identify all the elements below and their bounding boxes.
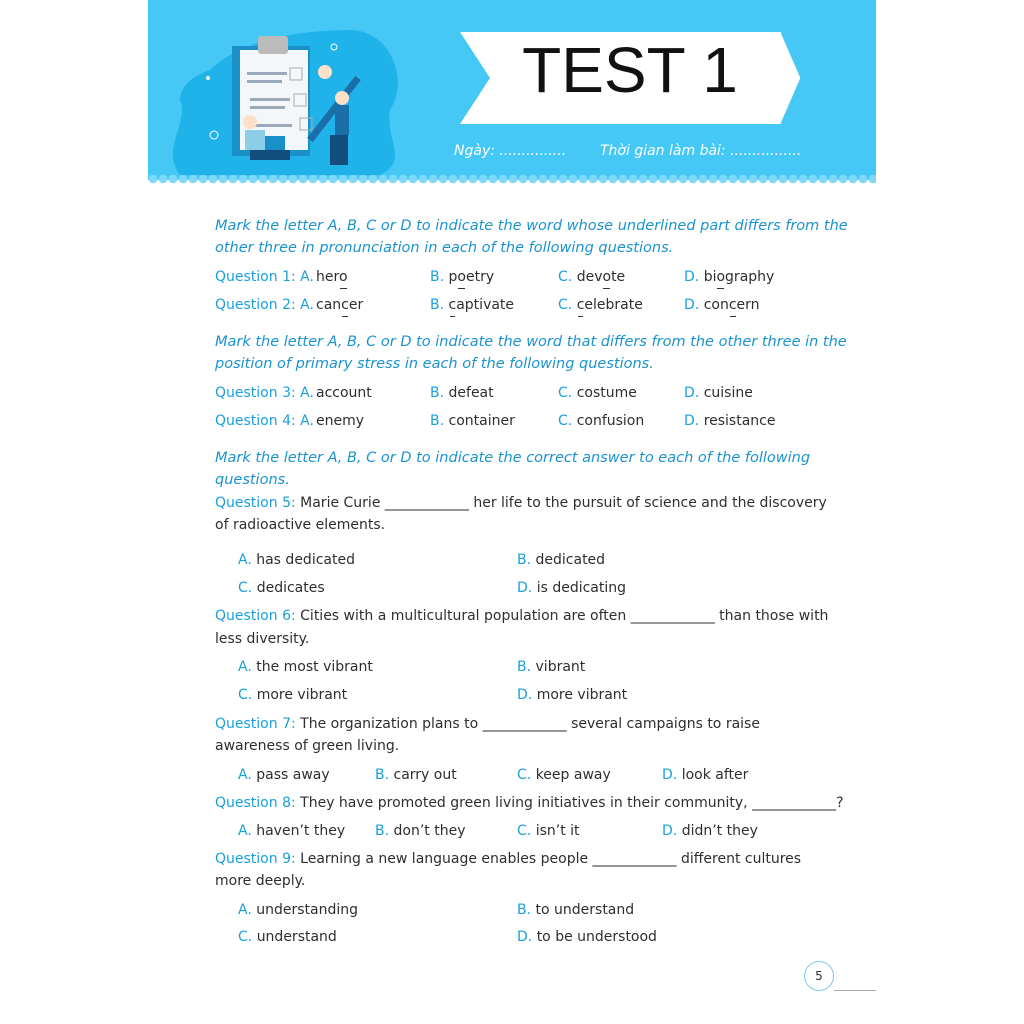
option-letter: B. — [430, 269, 445, 285]
question-stem: awareness of green living. — [215, 738, 400, 754]
underlined-part: o — [602, 269, 612, 285]
answer-option — [375, 821, 466, 841]
option-text: keep away — [535, 767, 611, 783]
option-letter: A. — [238, 552, 252, 568]
question-label: Question 1: A. — [215, 269, 314, 285]
answer-option — [238, 657, 373, 677]
option-text: more vibrant — [256, 687, 348, 703]
option-text: pass away — [256, 767, 330, 783]
option-letter: B. — [430, 413, 445, 429]
option-letter: C. — [558, 385, 573, 401]
option-letter: A. — [238, 659, 252, 675]
option-text: to understand — [535, 902, 635, 918]
answer-option — [316, 295, 363, 315]
answer-option — [517, 685, 627, 705]
question-label: Question 2: A. — [215, 297, 314, 313]
word-part: her — [316, 269, 339, 285]
question-stem: of radioactive elements. — [215, 517, 386, 533]
option-text: defeat — [448, 385, 494, 401]
question-text — [215, 714, 760, 734]
option-letter: D. — [517, 929, 533, 945]
question-stem: The organization plans to ____________ several campaigns to raise — [295, 716, 760, 732]
option-text: is dedicating — [536, 580, 627, 596]
answer-option — [238, 765, 330, 785]
footer-line — [834, 990, 876, 991]
option-letter: D. — [684, 385, 700, 401]
question-label: Question 3: A. — [215, 385, 314, 401]
underlined-part: o — [338, 269, 348, 285]
date-field: Ngày: ............... — [454, 143, 567, 159]
option-text: cuisine — [703, 385, 753, 401]
underlined-part: c — [341, 297, 349, 313]
question-text — [215, 493, 827, 513]
option-text: dedicated — [535, 552, 606, 568]
answer-option — [375, 765, 457, 785]
option-text: confusion — [576, 413, 645, 429]
underlined-part: o — [457, 269, 466, 285]
answer-option — [238, 900, 358, 920]
option-text: has dedicated — [256, 552, 355, 568]
question-label: Question 6: — [215, 608, 296, 624]
answer-option — [238, 821, 345, 841]
option-letter: D. — [684, 413, 700, 429]
option-letter: C. — [238, 580, 253, 596]
question-label: Question 4: A. — [215, 413, 314, 429]
instruction-text: Mark the letter A, B, C or D to indicate the word that differs from the other three in the — [215, 334, 847, 350]
underlined-part: c — [576, 297, 585, 313]
option-letter: C. — [558, 269, 573, 285]
answer-option — [517, 900, 634, 920]
instruction-text: position of primary stress in each of the following questions. — [215, 356, 654, 372]
question-stem: less diversity. — [215, 631, 310, 647]
option-text: understand — [256, 929, 337, 945]
underlined-part: o — [716, 269, 726, 285]
question-label: Question 7: — [215, 716, 296, 732]
answer-option — [316, 383, 372, 403]
option-letter: C. — [517, 823, 532, 839]
answer-option — [558, 295, 643, 315]
option-letter: D. — [662, 823, 678, 839]
option-text: enemy — [316, 413, 365, 429]
question-text — [215, 606, 828, 626]
option-text: didn’t they — [681, 823, 758, 839]
answer-option — [316, 267, 348, 287]
option-letter: B. — [517, 902, 532, 918]
option-text: understanding — [256, 902, 359, 918]
instruction-text: Mark the letter A, B, C or D to indicate the correct answer to each of the following — [215, 450, 811, 466]
option-text: don’t they — [393, 823, 466, 839]
answer-option — [558, 411, 644, 431]
answer-option — [517, 550, 605, 570]
answer-option — [517, 578, 626, 598]
answer-option — [238, 578, 325, 598]
time-field: Thời gian làm bài: ................ — [600, 143, 802, 159]
word-part: p — [448, 269, 458, 285]
option-letter: A. — [238, 767, 252, 783]
option-letter: D. — [517, 580, 533, 596]
answer-option — [517, 765, 611, 785]
option-letter: A. — [238, 902, 252, 918]
answer-option — [662, 765, 748, 785]
option-letter: B. — [430, 297, 445, 313]
question-text — [215, 736, 399, 756]
option-letter: B. — [375, 767, 390, 783]
option-letter: D. — [662, 767, 678, 783]
option-text: isn’t it — [535, 823, 580, 839]
answer-option — [430, 411, 515, 431]
question-stem: Marie Curie ____________ her life to the pursuit of science and the discovery — [295, 495, 827, 511]
word-part: te — [611, 269, 626, 285]
question-text — [215, 515, 385, 535]
answer-option — [430, 267, 494, 287]
question-label: Question 5: — [215, 495, 296, 511]
option-text: costume — [576, 385, 637, 401]
question-stem: Learning a new language enables people ____________ different cultures — [295, 851, 802, 867]
option-letter: B. — [430, 385, 445, 401]
word-part: elebrate — [584, 297, 643, 313]
question-stem: Cities with a multicultural population are often ____________ than those with — [295, 608, 829, 624]
option-text: the most vibrant — [256, 659, 373, 675]
option-text: to be understood — [536, 929, 657, 945]
question-text — [215, 849, 801, 869]
page-number: 5 — [804, 961, 834, 991]
answer-option — [238, 685, 347, 705]
answer-option — [558, 267, 625, 287]
option-text: resistance — [703, 413, 776, 429]
question-text — [215, 629, 309, 649]
instruction-text: questions. — [215, 472, 290, 488]
question-label: Question 9: — [215, 851, 296, 867]
word-part: dev — [576, 269, 603, 285]
word-part: ern — [736, 297, 760, 313]
option-text: container — [448, 413, 515, 429]
option-letter: C. — [558, 297, 573, 313]
option-letter: C. — [517, 767, 532, 783]
word-part: can — [316, 297, 342, 313]
option-letter: D. — [517, 687, 533, 703]
option-letter: D. — [684, 269, 700, 285]
answer-option — [684, 267, 774, 287]
word-part: aptivate — [456, 297, 515, 313]
option-text: haven’t they — [256, 823, 346, 839]
option-letter: C. — [558, 413, 573, 429]
option-text: carry out — [393, 767, 457, 783]
answer-option — [430, 295, 514, 315]
word-part: bi — [703, 269, 717, 285]
test-illustration-icon — [150, 0, 450, 180]
word-part: er — [348, 297, 364, 313]
page-title: TEST 1 — [522, 34, 738, 106]
answer-option — [316, 411, 364, 431]
instruction-text: Mark the letter A, B, C or D to indicate the word whose underlined part differs from the — [215, 218, 848, 234]
option-letter: B. — [517, 552, 532, 568]
instruction-text: other three in pronunciation in each of the following questions. — [215, 240, 674, 256]
option-letter: D. — [684, 297, 700, 313]
option-letter: A. — [238, 823, 252, 839]
option-text: look after — [681, 767, 749, 783]
answer-option — [238, 550, 355, 570]
option-text: vibrant — [535, 659, 586, 675]
underlined-part: c — [728, 297, 737, 313]
question-stem: more deeply. — [215, 873, 306, 889]
question-text — [215, 793, 844, 813]
option-letter: B. — [375, 823, 390, 839]
option-text: dedicates — [256, 580, 325, 596]
answer-option — [517, 657, 585, 677]
underlined-part: c — [448, 297, 457, 313]
option-letter: C. — [238, 687, 253, 703]
question-text — [215, 871, 305, 891]
answer-option — [558, 383, 637, 403]
answer-option — [684, 295, 760, 315]
answer-option — [662, 821, 758, 841]
question-stem: They have promoted green living initiatives in their community, ____________? — [295, 795, 844, 811]
option-text: account — [316, 385, 372, 401]
answer-option — [238, 927, 337, 947]
option-text: more vibrant — [536, 687, 628, 703]
word-part: con — [703, 297, 729, 313]
answer-option — [517, 927, 657, 947]
word-part: graphy — [725, 269, 775, 285]
answer-option — [684, 383, 753, 403]
word-part: etry — [465, 269, 495, 285]
option-letter: B. — [517, 659, 532, 675]
question-label: Question 8: — [215, 795, 296, 811]
answer-option — [684, 411, 775, 431]
answer-option — [430, 383, 494, 403]
option-letter: C. — [238, 929, 253, 945]
answer-option — [517, 821, 580, 841]
